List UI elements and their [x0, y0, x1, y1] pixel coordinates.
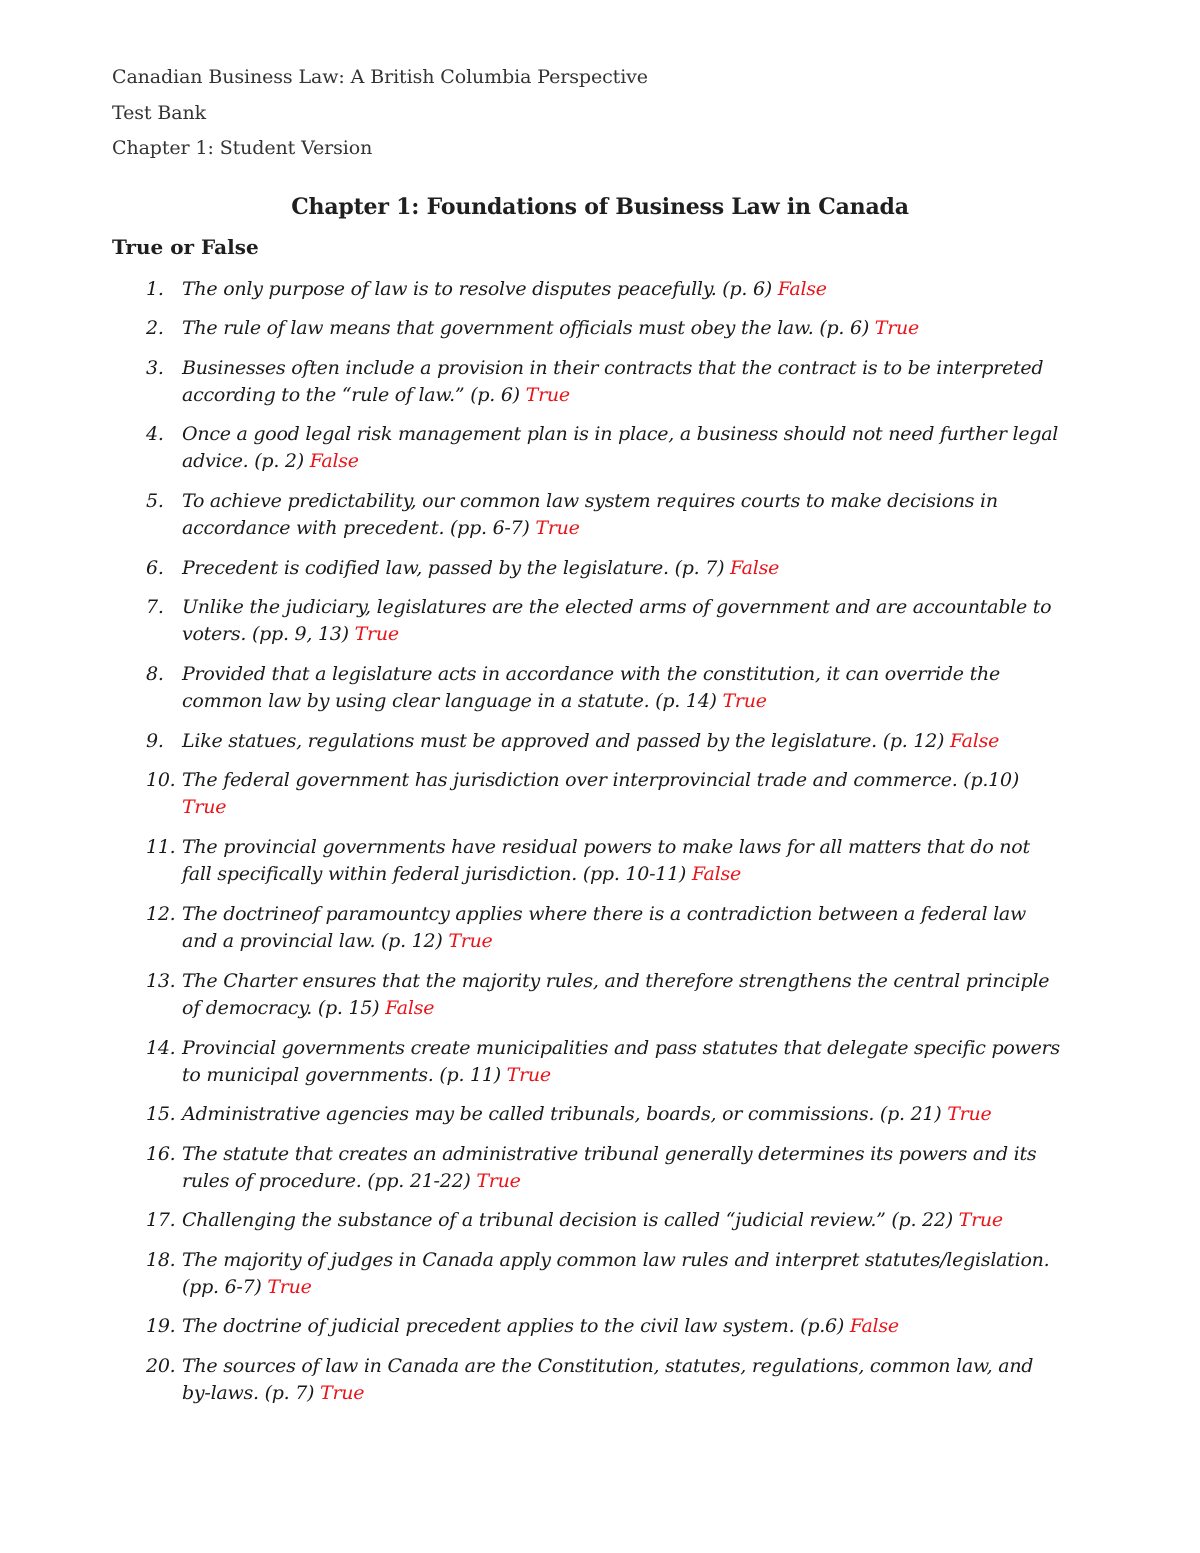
question-text — [182, 1353, 1092, 1407]
question-line: Like statues, regulations must be approved and passed by the legislature. (p. 12) False — [182, 730, 1000, 752]
question-text — [182, 276, 1092, 303]
question-text — [182, 1247, 1092, 1301]
question-number: 10. — [146, 769, 176, 791]
question-text — [182, 594, 1092, 648]
answer-label: True — [535, 517, 580, 539]
question-text — [182, 355, 1092, 409]
answer-label: True — [947, 1103, 992, 1125]
question-text — [182, 661, 1092, 715]
question-line: The sources of law in Canada are the Constitution, statutes, regulations, common law, and — [182, 1355, 1034, 1377]
answer-label: True — [476, 1170, 521, 1192]
question-line: Once a good legal risk management plan is in place, a business should not need further legal — [182, 423, 1059, 445]
question-line: common law by using clear language in a statute. (p. 14) True — [182, 690, 767, 712]
question-line: The statute that creates an administrative tribunal generally determines its powers and its — [182, 1143, 1037, 1165]
question-line: The doctrine of judicial precedent applies to the civil law system. (p.6) False — [182, 1315, 899, 1337]
question-line: rules of procedure. (pp. 21-22) True — [182, 1170, 521, 1192]
question-text — [182, 901, 1092, 955]
book-title: Canadian Business Law: A British Columbia Perspective — [112, 66, 648, 88]
question-line: accordance with precedent. (pp. 6-7) True — [182, 517, 580, 539]
section-title: True or False — [112, 235, 259, 259]
question-text — [182, 488, 1092, 542]
question-number: 20. — [146, 1355, 176, 1377]
question-text — [182, 421, 1092, 475]
question-number: 1. — [146, 278, 164, 300]
answer-label: False — [777, 278, 827, 300]
question-line: fall specifically within federal jurisdiction. (pp. 10-11) False — [182, 863, 741, 885]
question-number: 11. — [146, 836, 176, 858]
question-line: according to the “rule of law.” (p. 6) True — [182, 384, 570, 406]
question-line: The only purpose of law is to resolve disputes peacefully. (p. 6) False — [182, 278, 827, 300]
question-number: 2. — [146, 317, 164, 339]
doc-type: Test Bank — [112, 102, 207, 124]
question-number: 16. — [146, 1143, 176, 1165]
question-text — [182, 1101, 1092, 1128]
answer-label: True — [448, 930, 493, 952]
question-number: 13. — [146, 970, 176, 992]
question-line: and a provincial law. (p. 12) True — [182, 930, 493, 952]
chapter-version: Chapter 1: Student Version — [112, 137, 373, 159]
answer-label: True — [874, 317, 920, 339]
answer-label: False — [950, 730, 1000, 752]
question-line: by-laws. (p. 7) True — [182, 1382, 365, 1404]
question-text — [182, 555, 1092, 582]
question-number: 17. — [146, 1209, 176, 1231]
question-line: advice. (p. 2) False — [182, 450, 359, 472]
question-line — [182, 794, 1092, 821]
answer-label: False — [849, 1315, 899, 1337]
question-line: voters. (pp. 9, 13) True — [182, 623, 399, 645]
answer-label: False — [385, 997, 435, 1019]
question-number: 5. — [146, 490, 164, 512]
question-number: 7. — [146, 596, 164, 618]
question-line: To achieve predictability, our common law system requires courts to make decisions in — [182, 490, 998, 512]
question-text — [182, 968, 1092, 1022]
question-line: Provincial governments create municipalities and pass statutes that delegate specific powers — [182, 1037, 1060, 1059]
question-line: The majority of judges in Canada apply common law rules and interpret statutes/legislation. — [182, 1249, 1050, 1271]
answer-label: True — [182, 796, 227, 818]
question-line: of democracy. (p. 15) False — [182, 997, 435, 1019]
question-text — [182, 1141, 1092, 1195]
question-text — [182, 834, 1092, 888]
answer-label: True — [354, 623, 399, 645]
question-line: The Charter ensures that the majority rules, and therefore strengthens the central principle — [182, 970, 1050, 992]
answer-label: False — [691, 863, 741, 885]
answer-label: True — [506, 1064, 551, 1086]
question-text — [182, 728, 1092, 755]
question-text — [182, 767, 1092, 821]
question-line: Challenging the substance of a tribunal decision is called “judicial review.” (p. 22) True — [182, 1209, 1003, 1231]
question-number: 6. — [146, 557, 164, 579]
question-text — [182, 1313, 1092, 1340]
answer-label: False — [730, 557, 780, 579]
question-number: 8. — [146, 663, 164, 685]
question-number: 12. — [146, 903, 176, 925]
question-text — [182, 315, 1092, 342]
question-line: Provided that a legislature acts in accordance with the constitution, it can override the — [182, 663, 1000, 685]
question-number: 4. — [146, 423, 164, 445]
question-number: 3. — [146, 357, 164, 379]
question-line: The doctrineof paramountcy applies where there is a contradiction between a federal law — [182, 903, 1027, 925]
question-line: The rule of law means that government officials must obey the law. (p. 6) True — [182, 317, 920, 339]
question-number: 9. — [146, 730, 164, 752]
question-number: 18. — [146, 1249, 176, 1271]
question-line: The provincial governments have residual powers to make laws for all matters that do not — [182, 836, 1030, 858]
question-line: The federal government has jurisdiction over interprovincial trade and commerce. (p.10) — [182, 769, 1019, 791]
question-number: 14. — [146, 1037, 176, 1059]
question-line: Precedent is codified law, passed by the legislature. (p. 7) False — [182, 557, 780, 579]
chapter-title: Chapter 1: Foundations of Business Law in Canada — [291, 194, 909, 220]
question-number: 19. — [146, 1315, 176, 1337]
answer-label: True — [320, 1382, 365, 1404]
answer-label: True — [525, 384, 570, 406]
question-text — [182, 1035, 1092, 1089]
question-line: Unlike the judiciary, legislatures are the elected arms of government and are accountable to — [182, 596, 1052, 618]
question-line: Administrative agencies may be called tribunals, boards, or commissions. (p. 21) True — [182, 1103, 992, 1125]
answer-label: True — [722, 690, 767, 712]
answer-label: True — [267, 1276, 312, 1298]
answer-label: True — [958, 1209, 1003, 1231]
question-number: 15. — [146, 1103, 176, 1125]
answer-label: False — [309, 450, 359, 472]
question-line: (pp. 6-7) True — [182, 1276, 312, 1298]
question-text — [182, 1207, 1092, 1234]
question-line: to municipal governments. (p. 11) True — [182, 1064, 551, 1086]
question-line: Businesses often include a provision in their contracts that the contract is to be interpreted — [182, 357, 1044, 379]
